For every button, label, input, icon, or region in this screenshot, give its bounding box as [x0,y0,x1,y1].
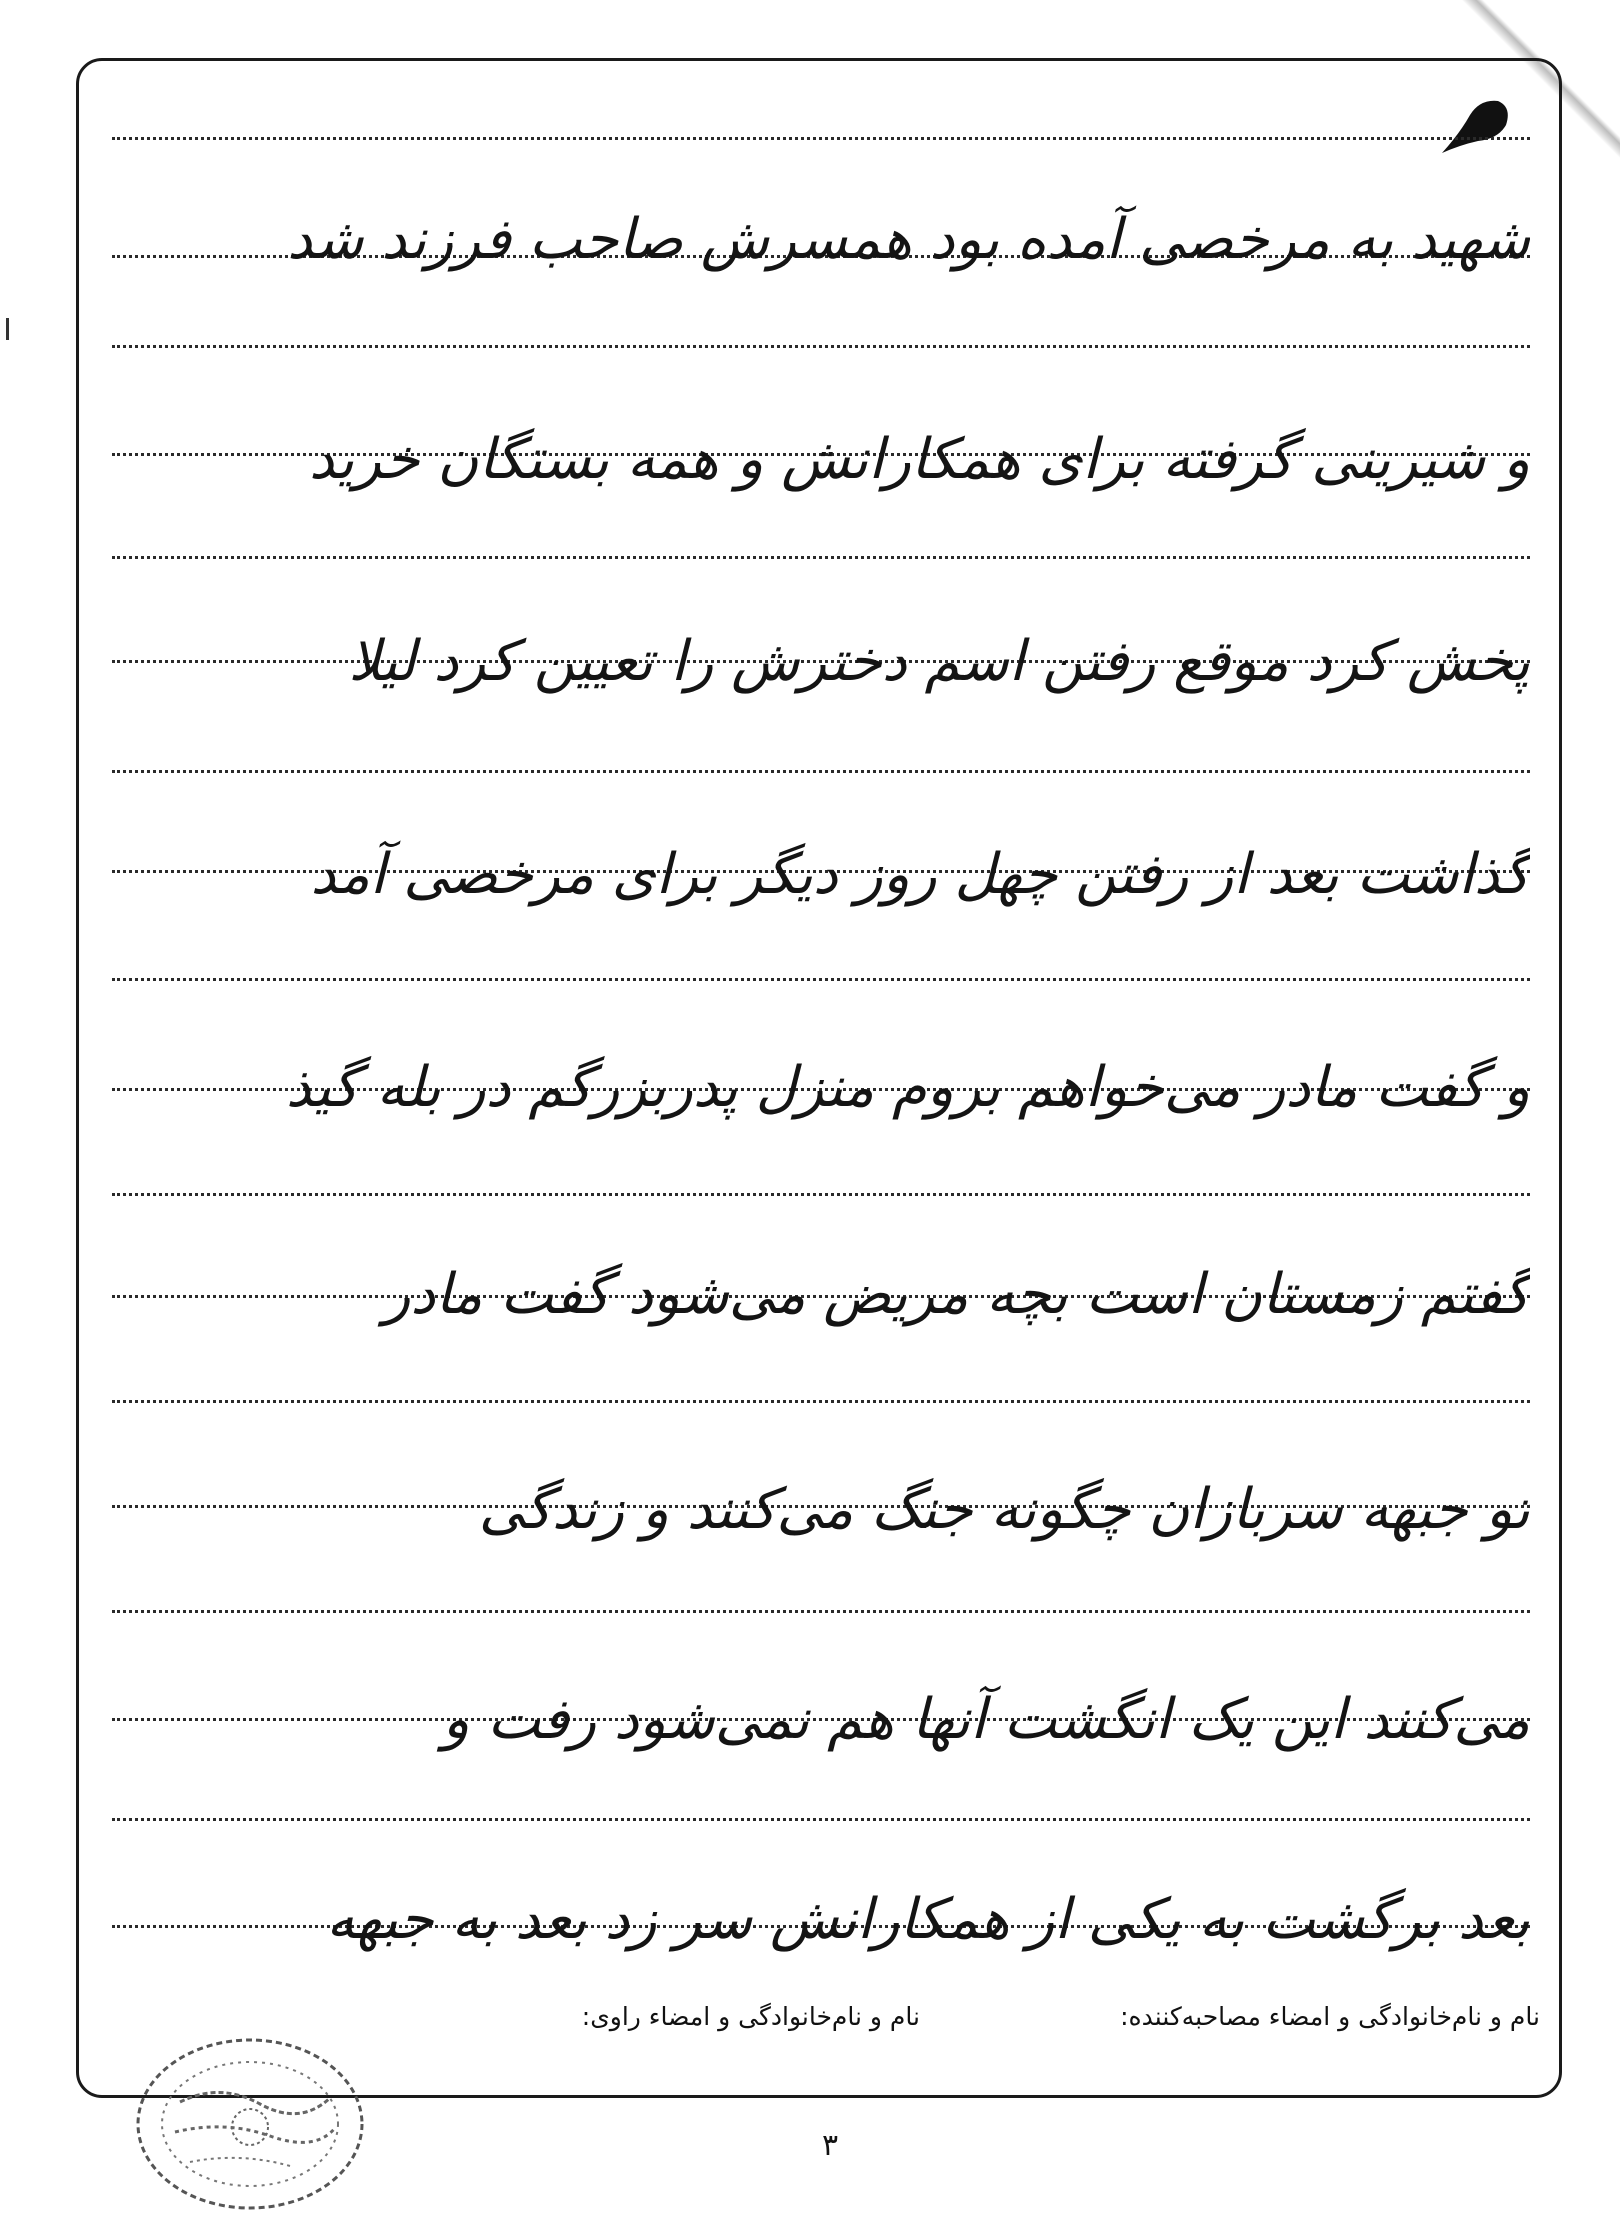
ruled-line [112,345,1530,348]
ruled-line [112,556,1530,559]
handwritten-line: و شیرینی گرفته برای همکارانش و همه بستگان خرید [309,427,1530,492]
handwritten-line: و گفت مادر می‌خواهم بروم منزل پدربزرگم در بله گیذ [285,1055,1530,1120]
handwritten-line: گذاشت بعد از رفتن چهل روز دیگر برای مرخصی آمد [310,842,1530,907]
ruled-line [112,1193,1530,1196]
page-number: ۳ [822,2128,839,2163]
ruled-line [112,137,1530,140]
ruled-line [112,770,1530,773]
official-stamp-icon [130,2032,370,2217]
handwritten-line: پخش کرد موقع رفتن اسم دخترش را تعیین کرد لیلا [348,629,1530,694]
ruled-line [112,1400,1530,1403]
narrator-signature-label: نام و نام‌خانوادگی و امضاء راوی: [581,2002,920,2031]
interviewer-signature-label: نام و نام‌خانوادگی و امضاء مصاحبه‌کننده: [1120,2002,1540,2031]
ruled-line [112,1818,1530,1821]
handwritten-line: تو جبهه سربازان چگونه جنگ می‌کنند و زندگی [478,1477,1530,1542]
pen-mark-icon [1440,95,1512,155]
handwritten-line: شهید به مرخصی آمده بود همسرش صاحب فرزند شد [287,207,1530,272]
ruled-line [112,1610,1530,1613]
margin-tick [6,318,9,340]
handwritten-line: می‌کنند این یک انگشت آنها هم نمی‌شود رفت و [442,1687,1530,1752]
ruled-line [112,978,1530,981]
handwritten-line: گفتم زمستان است بچه مریض می‌شود گفت مادر [383,1262,1530,1327]
handwritten-line: بعد برگشت به یکی از همکارانش سر زد بعد به جبهه [326,1887,1530,1952]
